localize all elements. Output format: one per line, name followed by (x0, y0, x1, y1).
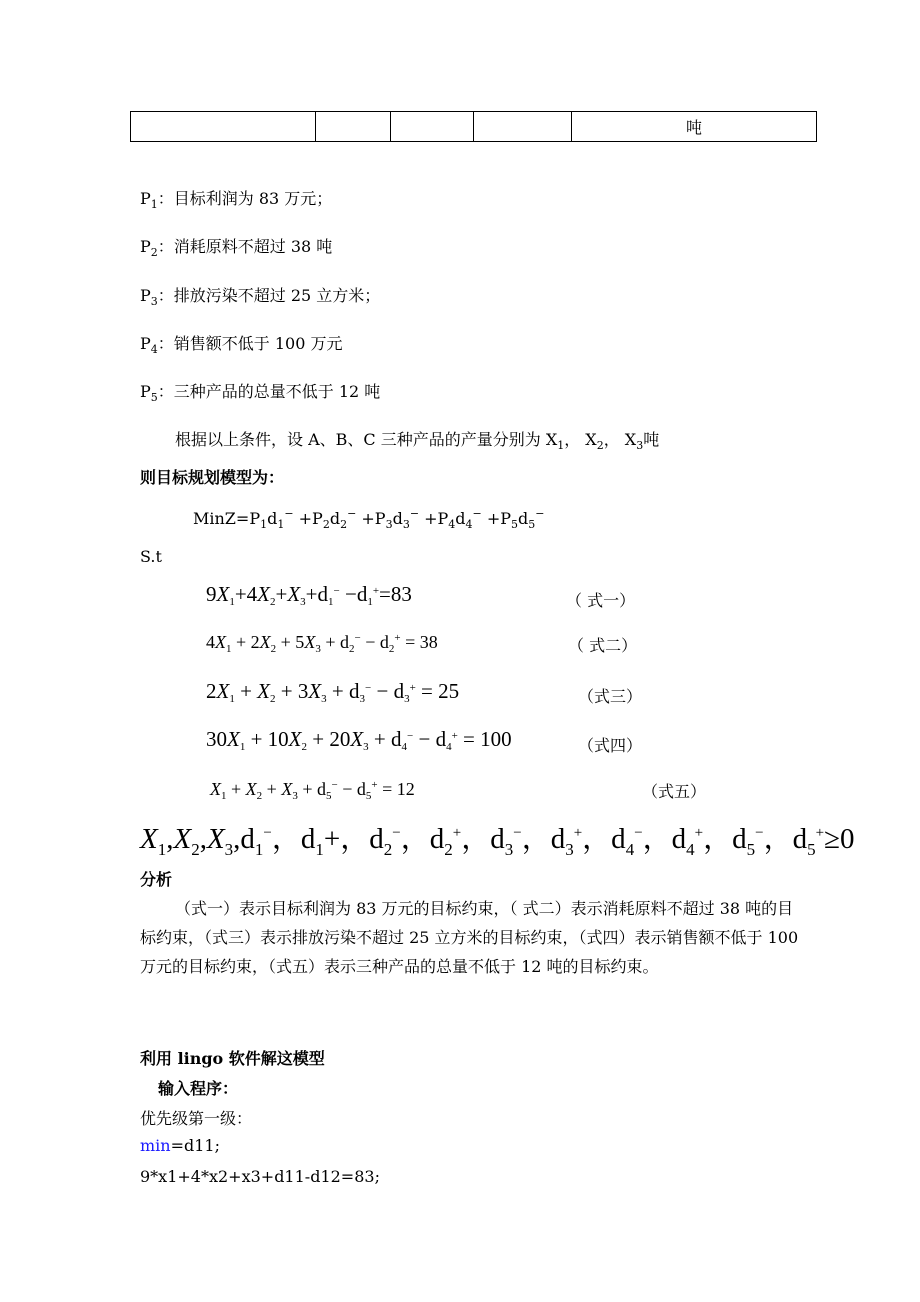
conditions-line: 根据以上条件，设 A、B、C 三种产品的产量分别为 $X_1$， $X_2$， $X_3$吨 (175, 430, 660, 452)
constraint-label-5: （式五） (642, 782, 707, 801)
constraint-2: $4X_1 + 2X_2 + 5X_3 + d_2^- - d_2^+ = 38$ (206, 632, 438, 655)
constraint-label-4: （式四） (578, 736, 643, 755)
table-fragment (130, 111, 817, 142)
model-heading: 则目标规划模型为： (140, 468, 285, 487)
nonnegativity-constraint: $X_1,X_2,X_3,d_1^-$，$d_1+$，$d_2^-$，$d_2^+$，$d_3^-$，$d_3^+$，$d_4^-$，$d_4^+$，$d_5^-$，$d_5^+\ge 0$ (140, 823, 855, 859)
priority-2: $P_2$：消耗原料不超过 38 吨 (140, 237, 333, 259)
subject-to: S.t (140, 547, 162, 566)
table-cell-unit: 吨 (572, 112, 817, 142)
constraint-4: $30X_1 + 10X_2 + 20X_3 + d_4^- - d_4^+ = 100$ (206, 727, 512, 753)
constraint-5: $X_1 + X_2 + X_3 + d_5^- - d_5^+ = 12$ (210, 779, 415, 802)
table-row (131, 112, 817, 142)
analysis-paragraph: （式一）表示目标利润为 83 万元的目标约束，（ 式二）表示消耗原料不超过 38 吨的目标约束，（式三）表示排放污染不超过 25 立方米的目标约束，（式四）表示销售额不低于 100 万元的目标约束，（式五）表示三种产品的总量不低于 12 吨的目标约束。 (140, 899, 799, 976)
constraint-3: $2X_1 + X_2 + 3X_3 + d_3^- - d_3^+ = 25$ (206, 679, 460, 705)
table-cell (474, 112, 572, 142)
priority-3: $P_3$：排放污染不超过 25 立方米； (140, 286, 381, 308)
priority-level: 优先级第一级： (140, 1109, 253, 1128)
analysis-heading: 分析 (140, 870, 173, 889)
priority-5: $P_5$：三种产品的总量不低于 12 吨 (140, 382, 381, 404)
constraint-label-3: （式三） (578, 687, 643, 706)
objective-function: $MinZ=P_1d_1^- +P_2d_2^- +P_3d_3^- +P_4d_4^- +P_5d_5^-$ (193, 507, 545, 531)
constraint-1: $9X_1+4X_2+X_3+d_1^- -d_1^+=83$ (206, 582, 412, 608)
decision-variables: $X_1$， $X_2$， $X_3$ (545, 430, 644, 452)
constraint-label-2: （ 式二） (568, 636, 638, 655)
code-line-1: min=d11; (140, 1136, 220, 1155)
table-cell (391, 112, 474, 142)
constraint-label-1: （ 式一） (566, 591, 636, 610)
priority-4: $P_4$：销售额不低于 100 万元 (140, 334, 343, 356)
code-keyword: min (140, 1136, 171, 1155)
priority-1: $P_1$：目标利润为 83 万元； (140, 189, 333, 211)
lingo-heading: 利用 lingo 软件解这模型 (140, 1049, 325, 1068)
code-line-2: 9*x1+4*x2+x3+d11-d12=83; (140, 1167, 380, 1186)
table-cell (316, 112, 391, 142)
input-heading: 输入程序： (158, 1079, 239, 1098)
table-cell (131, 112, 316, 142)
